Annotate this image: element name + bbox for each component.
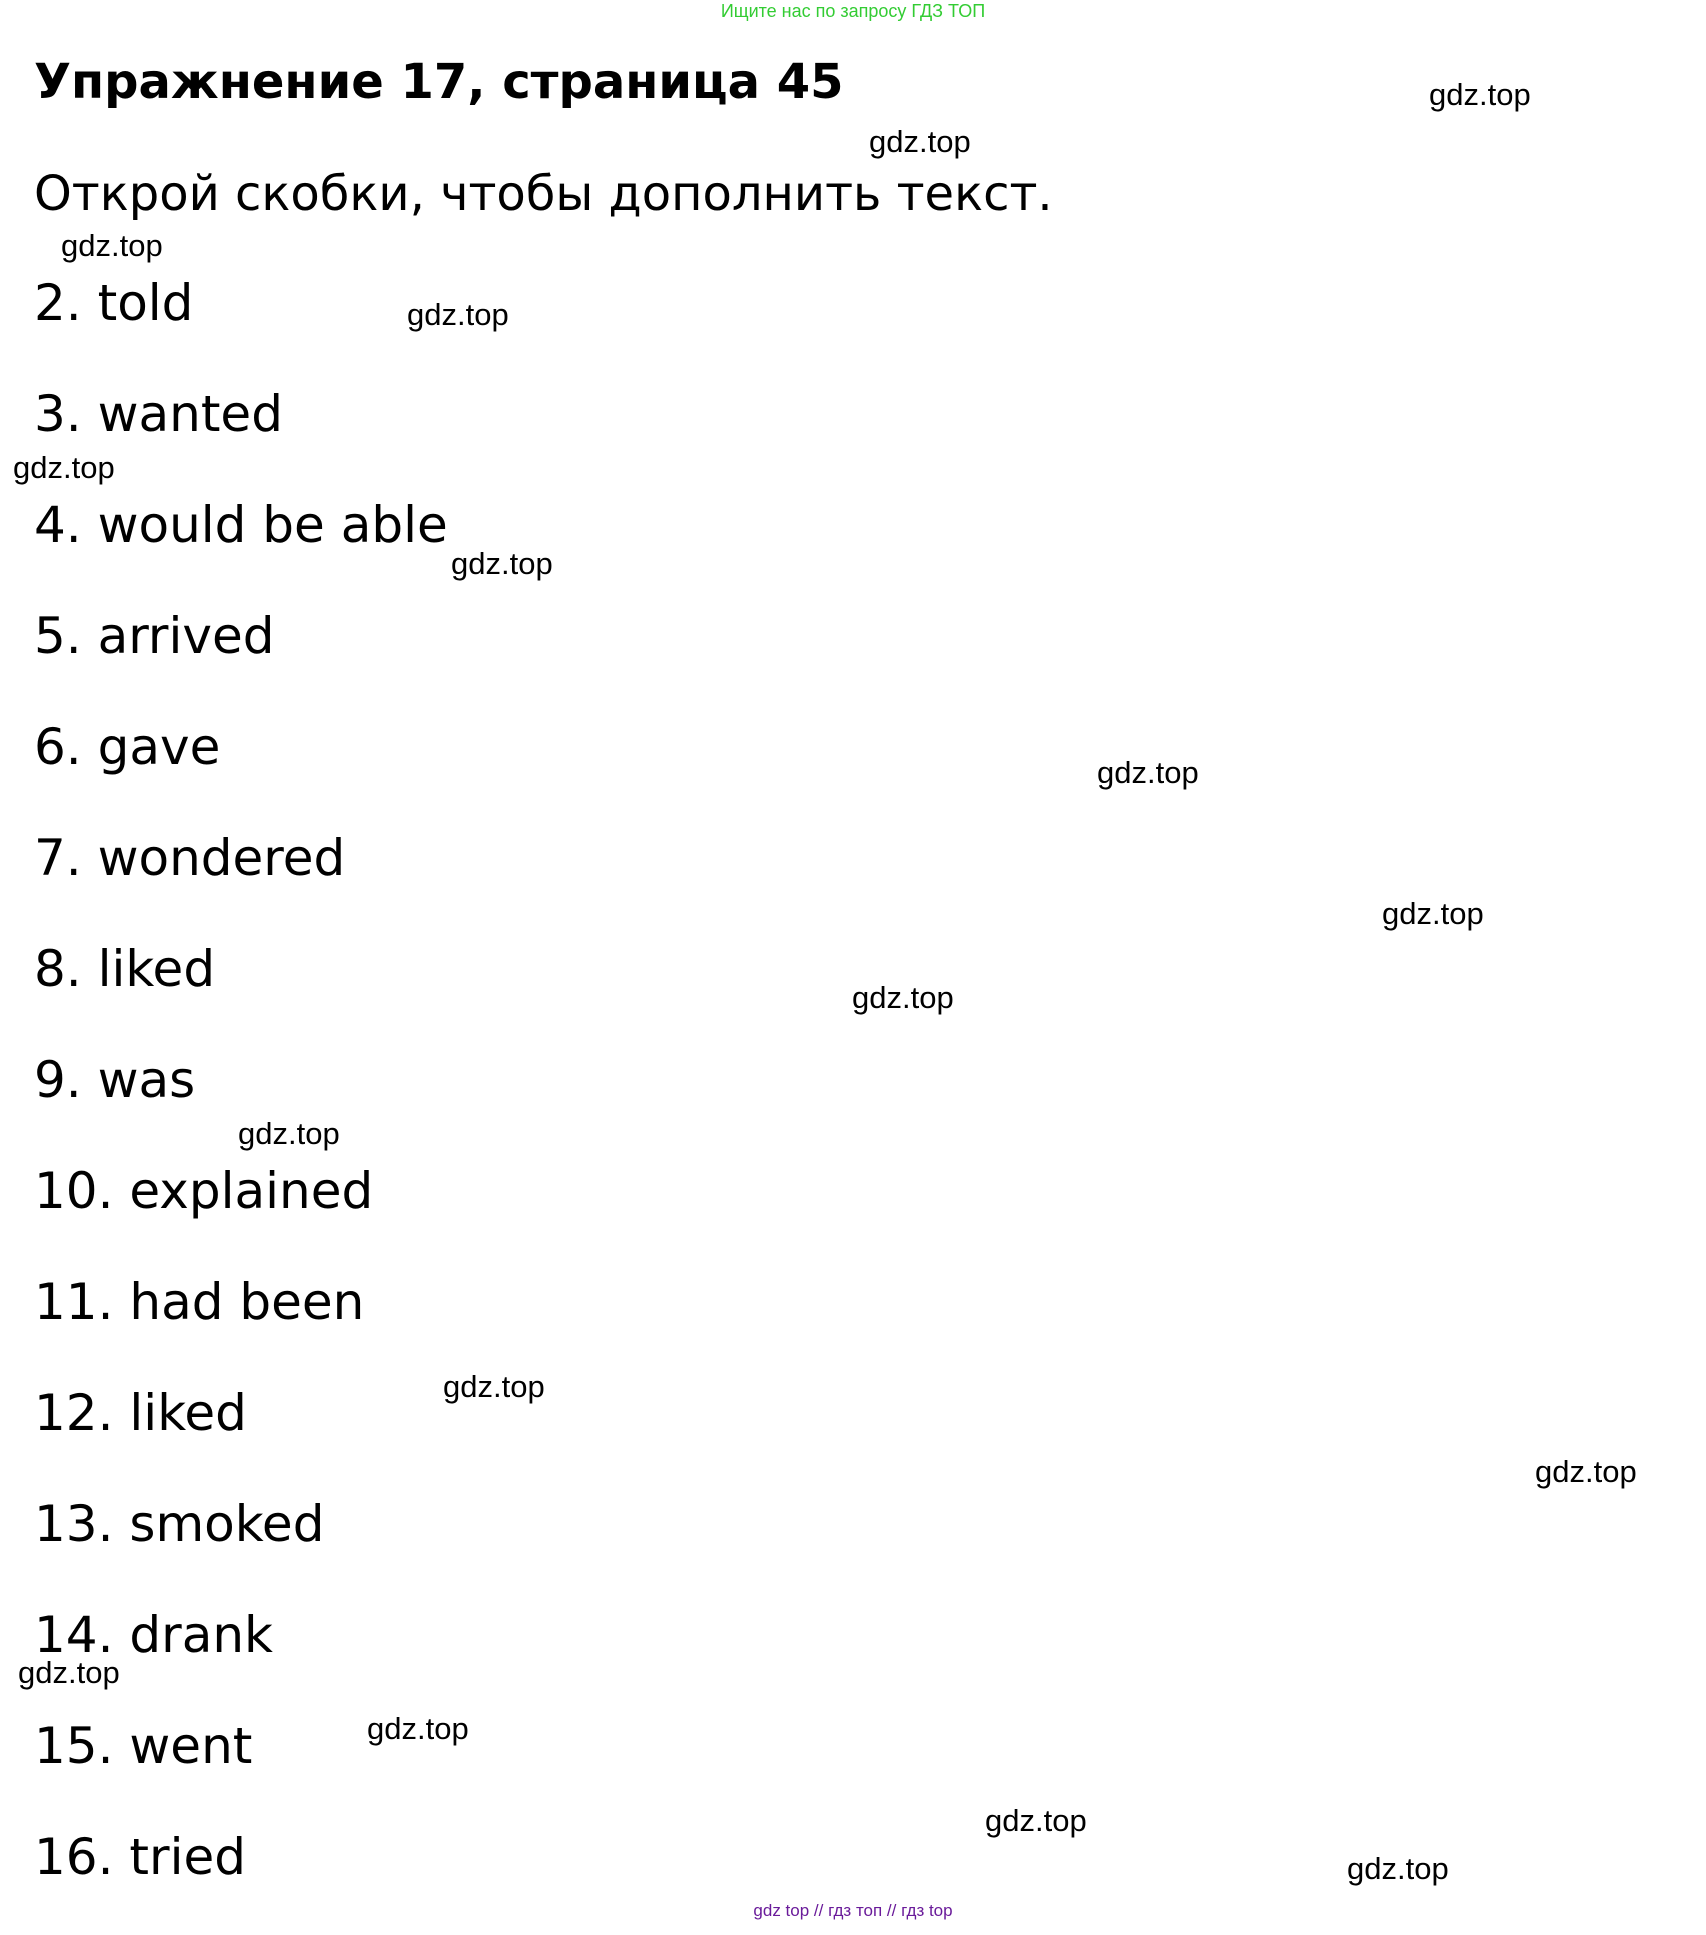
watermark: gdz.top bbox=[367, 1711, 469, 1746]
answer-item: 9. was bbox=[34, 1051, 196, 1109]
watermark: gdz.top bbox=[1097, 755, 1199, 790]
answer-item: 14. drank bbox=[34, 1606, 273, 1664]
exercise-instruction: Открой скобки, чтобы дополнить текст. bbox=[34, 166, 1053, 222]
watermark: gdz.top bbox=[407, 297, 509, 332]
answer-item: 10. explained bbox=[34, 1162, 374, 1220]
answer-item: 4. would be able bbox=[34, 496, 448, 554]
answer-item: 7. wondered bbox=[34, 829, 346, 887]
answer-item: 16. tried bbox=[34, 1828, 246, 1886]
bottom-banner: gdz top // гдз топ // гдз top bbox=[753, 1901, 953, 1920]
top-banner: Ищите нас по запросу ГДЗ ТОП bbox=[720, 1, 986, 21]
answer-item: 8. liked bbox=[34, 940, 216, 998]
watermark: gdz.top bbox=[18, 1655, 120, 1690]
answer-item: 13. smoked bbox=[34, 1495, 325, 1553]
answer-item: 12. liked bbox=[34, 1384, 247, 1442]
watermark: gdz.top bbox=[1382, 896, 1484, 931]
answer-item: 5. arrived bbox=[34, 607, 275, 665]
watermark: gdz.top bbox=[852, 980, 954, 1015]
answer-item: 3. wanted bbox=[34, 385, 283, 443]
watermark: gdz.top bbox=[61, 228, 163, 263]
watermark: gdz.top bbox=[985, 1803, 1087, 1838]
watermark: gdz.top bbox=[443, 1369, 545, 1404]
answer-item: 11. had been bbox=[34, 1273, 365, 1331]
page-title: Упражнение 17, страница 45 bbox=[34, 54, 844, 110]
watermark: gdz.top bbox=[869, 124, 971, 159]
watermark: gdz.top bbox=[1347, 1851, 1449, 1886]
answer-item: 2. told bbox=[34, 274, 194, 332]
answer-item: 6. gave bbox=[34, 718, 221, 776]
watermark: gdz.top bbox=[238, 1116, 340, 1151]
watermark: gdz.top bbox=[1429, 77, 1531, 112]
answer-item: 15. went bbox=[34, 1717, 253, 1775]
watermark: gdz.top bbox=[1535, 1454, 1637, 1489]
watermark: gdz.top bbox=[13, 450, 115, 485]
watermark: gdz.top bbox=[451, 546, 553, 581]
